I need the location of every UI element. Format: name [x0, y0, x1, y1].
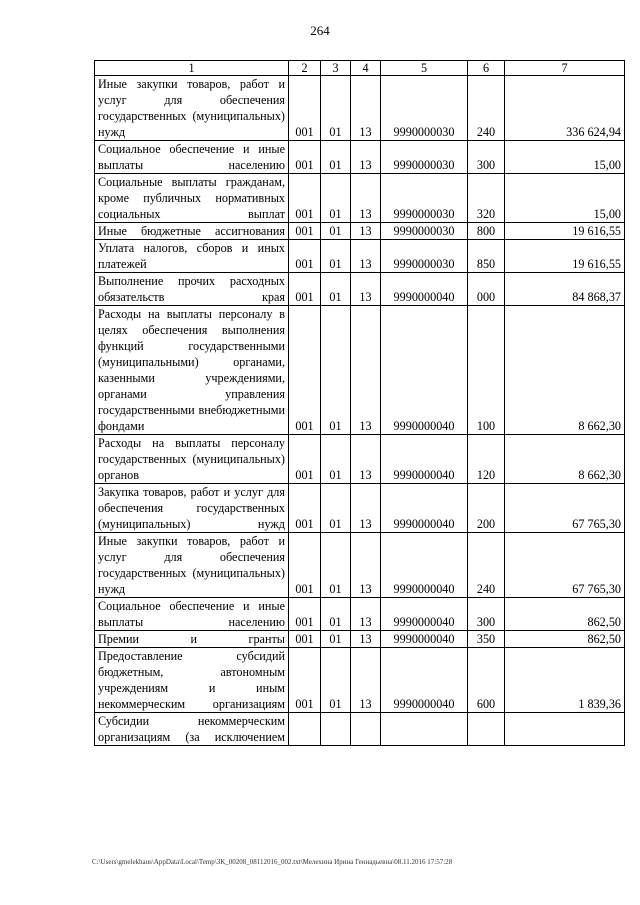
row-code-section: 01	[321, 223, 351, 240]
row-code-subsection: 13	[351, 435, 381, 484]
row-description: Закупка товаров, работ и услуг для обеспечения государственных (муниципальных) нужд	[95, 484, 289, 533]
row-code-target: 9990000030	[381, 141, 468, 174]
budget-table	[94, 60, 625, 746]
row-code-section: 01	[321, 533, 351, 598]
row-code-section: 01	[321, 598, 351, 631]
row-code-subsection: 13	[351, 76, 381, 141]
row-code-section: 01	[321, 648, 351, 713]
row-amount: 15,00	[505, 141, 625, 174]
header-cell: 6	[468, 61, 505, 76]
row-amount: 1 839,36	[505, 648, 625, 713]
row-code-target: 9990000030	[381, 174, 468, 223]
row-code-admin: 001	[289, 598, 321, 631]
table-row	[95, 648, 625, 713]
row-description: Расходы на выплаты персоналу государственных (муниципальных) органов	[95, 435, 289, 484]
row-description: Предоставление субсидий бюджетным, автономным учреждениям и иным некоммерческим организациям	[95, 648, 289, 713]
row-code-target: 9990000040	[381, 273, 468, 306]
row-code-target	[381, 713, 468, 746]
table-row	[95, 533, 625, 598]
row-amount: 15,00	[505, 174, 625, 223]
row-code-target: 9990000030	[381, 223, 468, 240]
row-code-section: 01	[321, 174, 351, 223]
row-code-target: 9990000040	[381, 306, 468, 435]
row-code-section: 01	[321, 76, 351, 141]
row-code-expense-type	[468, 713, 505, 746]
table-row	[95, 174, 625, 223]
row-code-subsection: 13	[351, 141, 381, 174]
row-code-section: 01	[321, 631, 351, 648]
row-description: Расходы на выплаты персоналу в целях обеспечения выполнения функций государственными (муниципальными) органами, казенными учреждениями, органами управления государственными внебюджетными фондами	[95, 306, 289, 435]
table-row	[95, 598, 625, 631]
row-code-subsection: 13	[351, 273, 381, 306]
header-cell: 1	[95, 61, 289, 76]
row-amount: 67 765,30	[505, 484, 625, 533]
row-code-expense-type: 800	[468, 223, 505, 240]
row-code-expense-type: 000	[468, 273, 505, 306]
row-code-subsection: 13	[351, 533, 381, 598]
table-row	[95, 435, 625, 484]
row-description: Иные бюджетные ассигнования	[95, 223, 289, 240]
row-code-target: 9990000030	[381, 76, 468, 141]
row-code-admin: 001	[289, 484, 321, 533]
table-row	[95, 76, 625, 141]
file-path-footer: C:\Users\gmelekhaus\AppData\Local\Temp\3K_00208_08112016_002.txt\Мелехина Ирина Геннадьевна\08.11.2016 17:57:28	[92, 858, 453, 866]
row-code-expense-type: 300	[468, 598, 505, 631]
row-amount: 862,50	[505, 631, 625, 648]
row-amount: 8 662,30	[505, 435, 625, 484]
row-code-section: 01	[321, 240, 351, 273]
page-number: 264	[310, 23, 330, 38]
header-row	[95, 61, 625, 76]
table-row	[95, 273, 625, 306]
row-code-expense-type: 240	[468, 76, 505, 141]
row-code-target: 9990000040	[381, 484, 468, 533]
row-amount: 8 662,30	[505, 306, 625, 435]
table-row	[95, 223, 625, 240]
row-code-subsection: 13	[351, 648, 381, 713]
row-code-subsection: 13	[351, 223, 381, 240]
row-code-section: 01	[321, 435, 351, 484]
row-code-target: 9990000040	[381, 435, 468, 484]
row-code-expense-type: 350	[468, 631, 505, 648]
row-description: Социальные выплаты гражданам, кроме публичных нормативных социальных выплат	[95, 174, 289, 223]
row-code-expense-type: 100	[468, 306, 505, 435]
table-row	[95, 240, 625, 273]
row-amount: 19 616,55	[505, 240, 625, 273]
row-code-expense-type: 120	[468, 435, 505, 484]
row-code-section	[321, 713, 351, 746]
row-description: Социальное обеспечение и иные выплаты населению	[95, 598, 289, 631]
row-code-section: 01	[321, 306, 351, 435]
row-code-admin: 001	[289, 435, 321, 484]
row-code-subsection: 13	[351, 631, 381, 648]
row-code-target: 9990000040	[381, 648, 468, 713]
table-row	[95, 484, 625, 533]
table-row	[95, 306, 625, 435]
row-code-expense-type: 320	[468, 174, 505, 223]
row-code-expense-type: 300	[468, 141, 505, 174]
row-description: Социальное обеспечение и иные выплаты населению	[95, 141, 289, 174]
row-code-target: 9990000030	[381, 240, 468, 273]
row-code-admin: 001	[289, 648, 321, 713]
row-amount: 19 616,55	[505, 223, 625, 240]
row-code-expense-type: 600	[468, 648, 505, 713]
row-code-subsection: 13	[351, 240, 381, 273]
row-code-admin: 001	[289, 631, 321, 648]
row-code-subsection: 13	[351, 598, 381, 631]
row-description: Иные закупки товаров, работ и услуг для обеспечения государственных (муниципальных) нужд	[95, 533, 289, 598]
row-code-expense-type: 850	[468, 240, 505, 273]
row-code-section: 01	[321, 484, 351, 533]
row-description: Выполнение прочих расходных обязательств края	[95, 273, 289, 306]
row-code-section: 01	[321, 273, 351, 306]
row-code-admin: 001	[289, 533, 321, 598]
row-description: Уплата налогов, сборов и иных платежей	[95, 240, 289, 273]
row-code-admin: 001	[289, 141, 321, 174]
table-row	[95, 713, 625, 746]
row-code-admin: 001	[289, 174, 321, 223]
row-code-subsection: 13	[351, 174, 381, 223]
row-amount: 336 624,94	[505, 76, 625, 141]
header-cell: 2	[289, 61, 321, 76]
row-code-admin: 001	[289, 240, 321, 273]
header-cell: 5	[381, 61, 468, 76]
row-code-admin: 001	[289, 273, 321, 306]
row-amount: 84 868,37	[505, 273, 625, 306]
row-code-expense-type: 240	[468, 533, 505, 598]
row-code-admin: 001	[289, 223, 321, 240]
row-code-target: 9990000040	[381, 533, 468, 598]
row-code-admin: 001	[289, 306, 321, 435]
table-row	[95, 141, 625, 174]
row-code-expense-type: 200	[468, 484, 505, 533]
row-code-target: 9990000040	[381, 631, 468, 648]
row-code-subsection	[351, 713, 381, 746]
row-amount: 862,50	[505, 598, 625, 631]
header-cell: 4	[351, 61, 381, 76]
row-code-subsection: 13	[351, 306, 381, 435]
row-amount	[505, 713, 625, 746]
row-code-subsection: 13	[351, 484, 381, 533]
table-row	[95, 631, 625, 648]
row-code-section: 01	[321, 141, 351, 174]
header-cell: 7	[505, 61, 625, 76]
row-description: Субсидии некоммерческим организациям (за исключением	[95, 713, 289, 746]
row-code-target: 9990000040	[381, 598, 468, 631]
row-code-admin	[289, 713, 321, 746]
row-description: Иные закупки товаров, работ и услуг для обеспечения государственных (муниципальных) нужд	[95, 76, 289, 141]
row-amount: 67 765,30	[505, 533, 625, 598]
row-code-admin: 001	[289, 76, 321, 141]
row-description: Премии и гранты	[95, 631, 289, 648]
header-cell: 3	[321, 61, 351, 76]
